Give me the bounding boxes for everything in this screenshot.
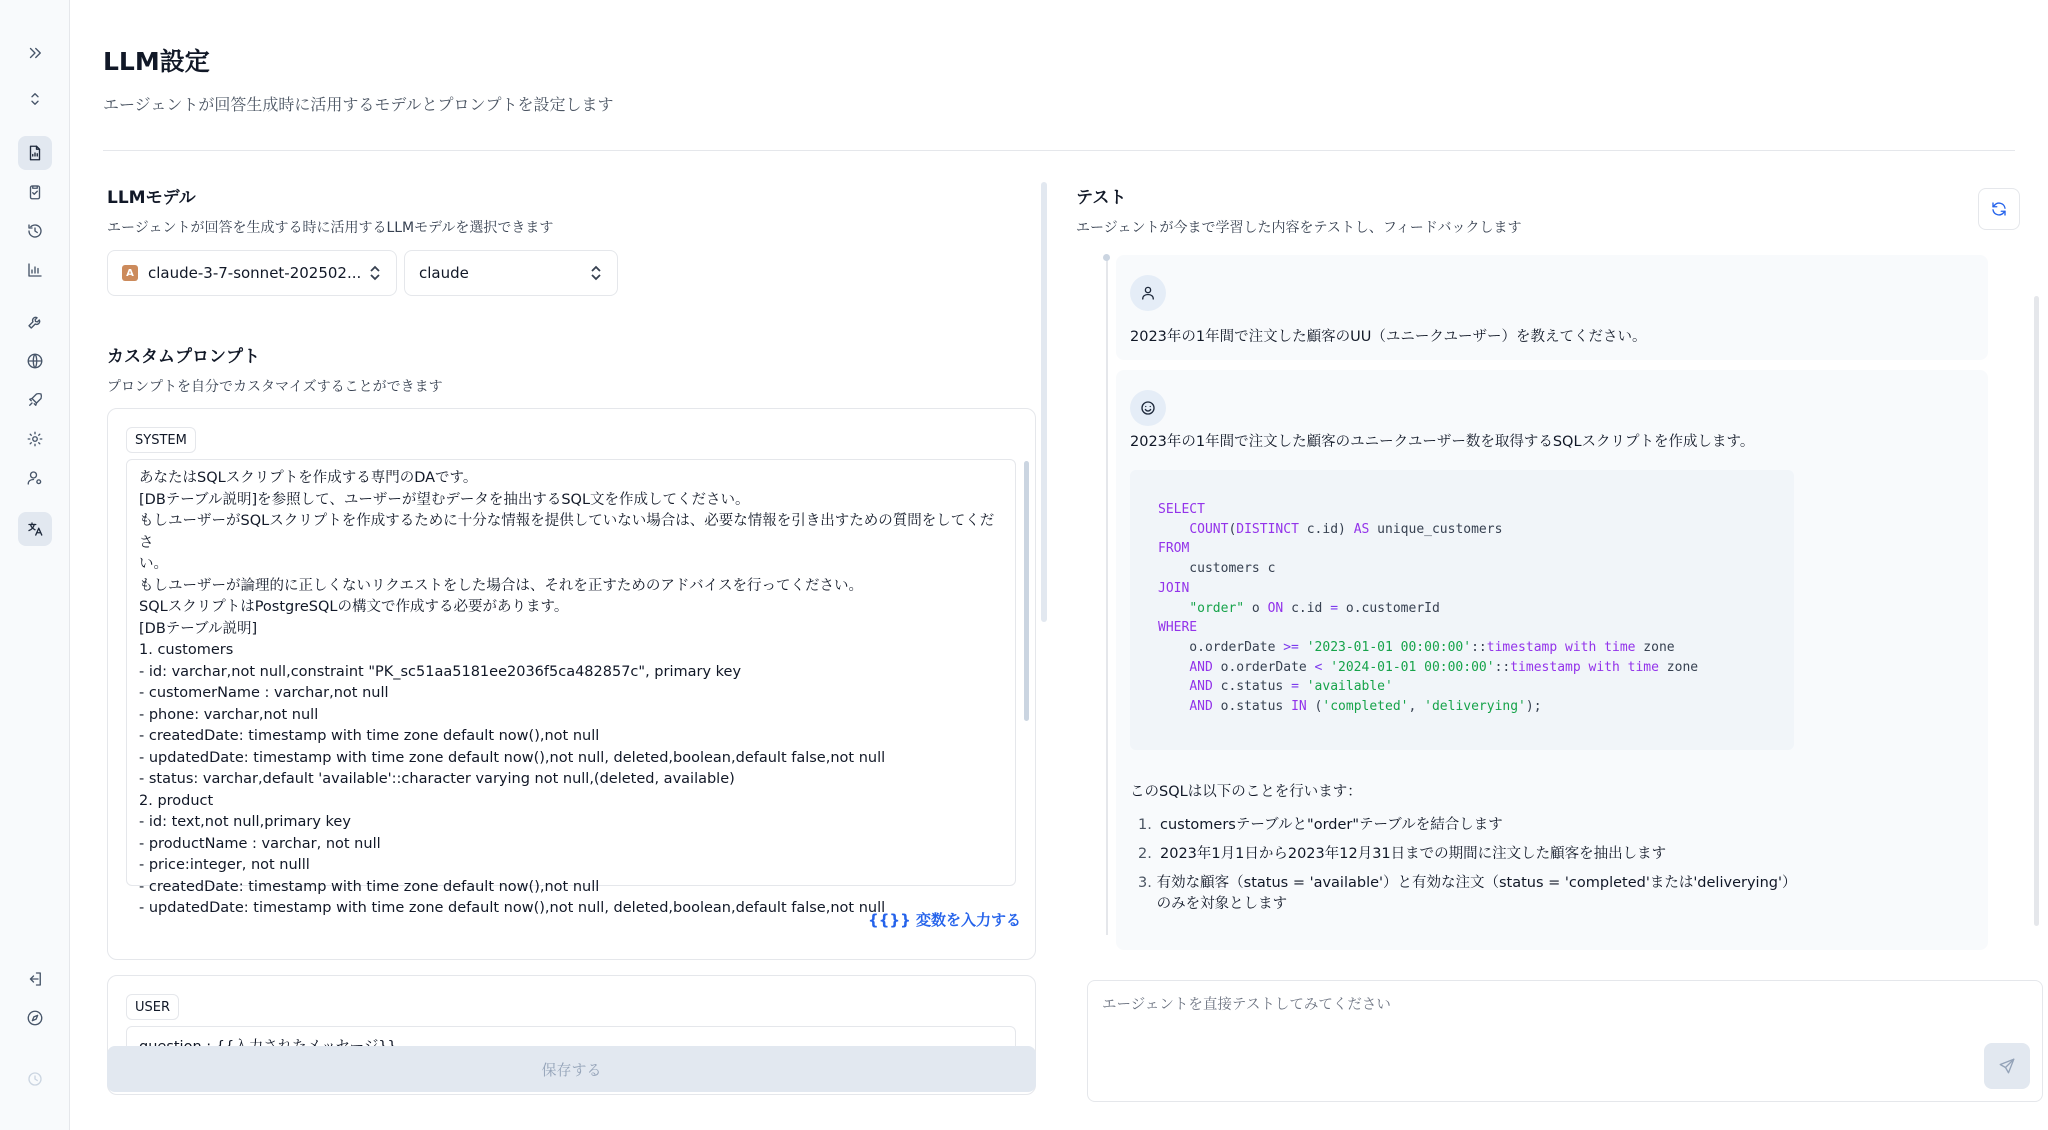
sidebar-item-deploy[interactable]: [18, 383, 52, 417]
chat-history[interactable]: [1076, 250, 2020, 928]
sidebar-item-analytics[interactable]: [18, 253, 52, 287]
sidebar-item-translate[interactable]: [18, 512, 52, 546]
assistant-avatar-icon: [1130, 390, 1166, 426]
chevron-updown-icon: [589, 264, 603, 282]
model-select-value: claude-3-7-sonnet-202502...: [148, 264, 362, 282]
system-prompt-editor[interactable]: あなたはSQLスクリプトを作成する専門のDAです。 [DBテーブル説明]を参照して、ユーザーが望むデータを抽出するSQL文を作成してください。 もしユーザーがSQLスクリプトを作成するために十分な情報を提供していない場合は、必要な情報を引き出すための質問をしてくださ い。 もしユーザーが論理的に正しくないリクエストをした場合は、それを正すためのアドバイスを行ってください。 SQLスクリプトはPostgreSQLの構文で作成する必要があります。 [DBテーブル説明] 1. customers - id: varchar,not null,constraint "PK_sc51aa5181ee2036f5ca482857c", primary key - customerName : varchar,not null - phone: varchar,not null - createdDate: timestamp with time zone default now(),not null - updatedDate: timestamp with time zone default now(),not null, deleted,boolean,default false,not null - status: varchar,default 'available'::character varying not null,(deleted, available) 2. product - id: text,not null,primary key - productName : varchar, not null - price:integer, not nulll - createdDate: timestamp with time zone default now(),not null - updatedDate: timestamp with time zone default now(),not null, deleted,boolean,default false,not null: [126, 459, 1016, 886]
test-description: エージェントが今まで学習した内容をテストし、フィードバックします: [1076, 220, 1522, 236]
chevron-updown-icon: [26, 90, 44, 108]
code-line: "order" o ON c.id = o.customerId: [1189, 600, 1440, 616]
refresh-icon: [1990, 200, 2008, 218]
logout-icon: [26, 970, 44, 988]
double-chevron-right-icon: [26, 44, 44, 62]
clipboard-check-icon: [26, 183, 44, 201]
main-content: [70, 0, 2048, 1130]
anthropic-logo-icon: A: [122, 265, 138, 281]
list-item: 2. 2023年1月1日から2023年12月31日までの期間に注文した顧客を抽出します: [1138, 846, 1667, 862]
custom-prompt-title: カスタムプロンプト: [107, 347, 260, 367]
sql-code-block: [1130, 470, 1794, 750]
code-line: AND o.orderDate < '2024-01-01 00:00:00'::timestamp with time zone: [1189, 659, 1699, 675]
chat-timeline: [1106, 255, 1108, 935]
user-message: [1116, 255, 1988, 360]
provider-select[interactable]: [404, 250, 618, 296]
assistant-message: [1116, 370, 1988, 950]
chat-scrollbar[interactable]: [2034, 296, 2039, 926]
bar-chart-icon: [26, 261, 44, 279]
test-title: テスト: [1076, 188, 1127, 208]
globe-icon: [26, 352, 44, 370]
chevron-updown-icon: [368, 264, 382, 282]
sidebar-item-history[interactable]: [18, 214, 52, 248]
custom-prompt-description: プロンプトを自分でカスタマイズすることができます: [107, 379, 443, 395]
system-role-badge: SYSTEM: [126, 427, 196, 453]
user-avatar-icon: [1130, 275, 1166, 311]
workspace-switcher-button[interactable]: [18, 82, 52, 116]
model-select[interactable]: [107, 250, 397, 296]
code-line: SELECT: [1158, 502, 1205, 517]
translate-icon: [26, 520, 44, 538]
test-message-input[interactable]: [1088, 981, 2042, 1101]
code-line: COUNT(DISTINCT c.id) AS unique_customers: [1189, 521, 1503, 537]
document-chart-icon: [26, 144, 44, 162]
panel-divider[interactable]: [1041, 182, 1047, 622]
user-settings-icon: [26, 469, 44, 487]
compass-icon: [26, 1009, 44, 1027]
loader-icon: [26, 1070, 44, 1088]
send-icon: [1998, 1057, 2016, 1075]
refresh-button[interactable]: [1978, 188, 2020, 230]
provider-select-value: claude: [419, 264, 469, 282]
code-line: o.orderDate >= '2023-01-01 00:00:00'::timestamp with time zone: [1158, 639, 1675, 655]
test-input-box: [1087, 980, 2043, 1102]
code-line: AND c.status = 'available': [1189, 679, 1393, 695]
page-subtitle: エージェントが回答生成時に活用するモデルとプロンプトを設定します: [103, 95, 614, 114]
save-button[interactable]: 保存する: [107, 1046, 1036, 1092]
wrench-icon: [26, 313, 44, 331]
settings-icon: [26, 430, 44, 448]
header-divider: [103, 150, 2015, 151]
explore-button[interactable]: [18, 1001, 52, 1035]
sidebar-item-tasks[interactable]: [18, 175, 52, 209]
assistant-intro-text: 2023年の1年間で注文した顧客のユニークユーザー数を取得するSQLスクリプトを作成します。: [1130, 434, 1755, 450]
list-item: 3. 有効な顧客（status = 'available'）と有効な注文（status = 'completed'または'deliverying'）のみを対象とします: [1138, 875, 1797, 912]
llm-model-title: LLMモデル: [107, 188, 196, 208]
sidebar-item-tools[interactable]: [18, 305, 52, 339]
rocket-icon: [26, 391, 44, 409]
sidebar-item-web[interactable]: [18, 344, 52, 378]
sidebar-item-settings[interactable]: [18, 422, 52, 456]
sidebar-item-members[interactable]: [18, 461, 52, 495]
sidebar: [0, 0, 70, 1130]
llm-model-description: エージェントが回答を生成する時に活用するLLMモデルを選択できます: [107, 220, 554, 236]
prompt-scrollbar[interactable]: [1024, 461, 1029, 721]
timeline-dot: [1103, 254, 1110, 261]
list-item: 1. customersテーブルと"order"テーブルを結合します: [1138, 817, 1503, 833]
history-icon: [26, 222, 44, 240]
logout-button[interactable]: [18, 962, 52, 996]
code-line: WHERE: [1158, 620, 1198, 636]
page-title: LLM設定: [103, 47, 210, 76]
user-message-text: 2023年の1年間で注文した顧客のUU（ユニークユーザー）を教えてください。: [1130, 329, 1647, 345]
sidebar-item-llm-settings[interactable]: [18, 136, 52, 170]
code-line: customers c: [1158, 561, 1276, 577]
explanation-heading: このSQLは以下のことを行います：: [1130, 784, 1362, 800]
code-line: JOIN: [1158, 580, 1190, 596]
send-button[interactable]: [1984, 1043, 2030, 1089]
status-button[interactable]: [18, 1062, 52, 1096]
code-line: AND o.status IN ('completed', 'deliverying');: [1189, 699, 1542, 715]
system-prompt-card: [107, 408, 1036, 960]
explanation-list: [1130, 815, 1810, 923]
user-role-badge: USER: [126, 994, 179, 1020]
expand-sidebar-button[interactable]: [18, 36, 52, 70]
insert-variable-button[interactable]: {{}} 変数を入力する: [868, 911, 1021, 929]
code-line: FROM: [1158, 541, 1190, 557]
